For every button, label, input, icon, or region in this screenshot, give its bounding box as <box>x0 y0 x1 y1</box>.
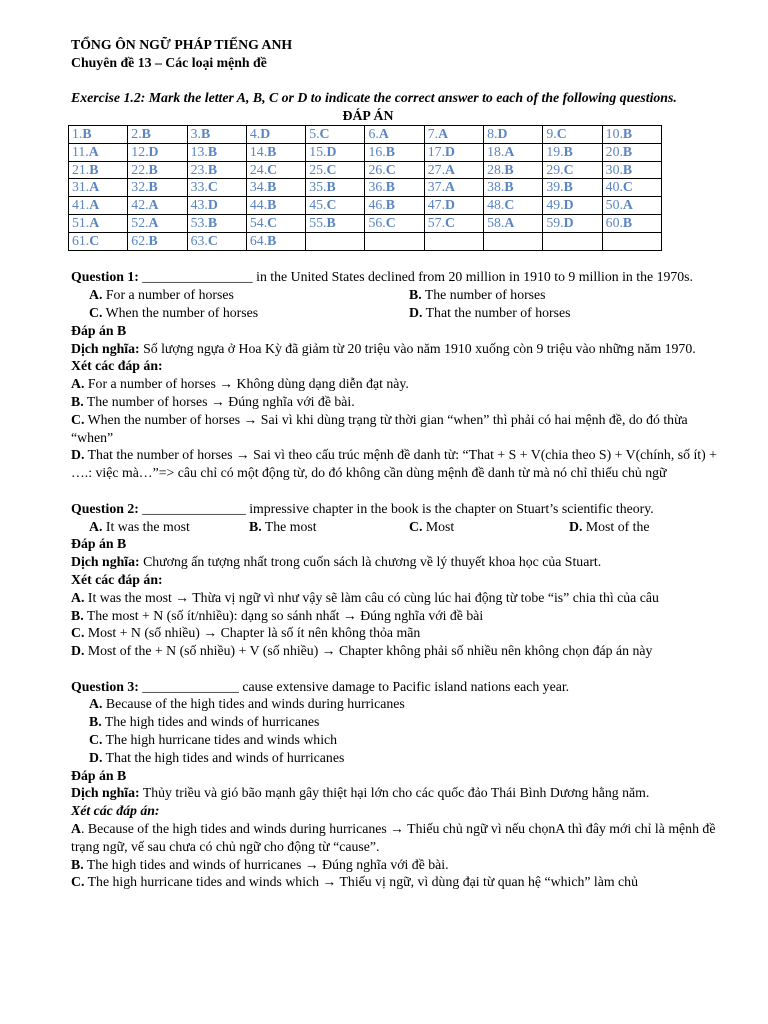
answer-number: 53. <box>190 214 208 230</box>
option-d: D. That the number of horses <box>409 304 571 320</box>
answer-number: 35. <box>309 179 327 195</box>
translation: Dịch nghĩa: Thủy triều và gió bão mạnh gây thiệt hại lớn cho các quốc đảo Thái Bình Dương hằng năm. <box>71 785 650 801</box>
answer-letter: A <box>445 161 455 177</box>
answer-key-cell <box>602 125 661 143</box>
answer-letter: D <box>445 143 455 159</box>
answer-letter: C <box>385 161 396 177</box>
answer-key-cell <box>602 232 661 250</box>
answer-key-title: ĐÁP ÁN <box>342 108 394 124</box>
option-c: C. When the number of horses <box>89 304 259 320</box>
answer-key-cell <box>69 125 128 143</box>
answer-key-cell <box>306 214 365 232</box>
answer-key-cell <box>484 214 543 232</box>
answer-key-cell <box>128 179 187 197</box>
answer-number: 48. <box>487 197 505 213</box>
answer-letter: C <box>563 161 574 177</box>
answer-key-cell <box>128 161 187 179</box>
answer-key-cell <box>69 161 128 179</box>
answer-letter: C <box>556 125 567 141</box>
answer-letter: A <box>89 197 100 213</box>
option-b: B. The most <box>249 518 317 534</box>
answer-letter: A <box>148 197 159 213</box>
answer-number: 46. <box>368 197 386 213</box>
answer-letter: C <box>267 161 278 177</box>
answer-letter: C <box>504 197 515 213</box>
answer-key-cell <box>246 214 305 232</box>
answer-key-cell <box>246 143 305 161</box>
answer-number: 54. <box>249 214 268 230</box>
answer-number: 22. <box>131 161 149 177</box>
option-d: D. That the high tides and winds of hurricanes <box>89 749 345 765</box>
question-text: _______________ impressive chapter in the book is the chapter on Stuart’s scientific theory. <box>138 500 654 516</box>
answer-key-row <box>69 214 662 232</box>
answer-key-cell <box>543 125 602 143</box>
answer-number: 14. <box>249 143 268 159</box>
answer-number: 26. <box>368 161 386 177</box>
document-subtitle: Chuyên đề 13 – Các loại mệnh đề <box>71 54 267 70</box>
answer-number: 31. <box>72 179 90 195</box>
answer-number: 6. <box>368 125 379 141</box>
answer-key-cell <box>484 161 543 179</box>
answer-number: 50. <box>605 197 623 213</box>
answer-letter: B <box>267 179 277 195</box>
answer-key-cell <box>365 143 424 161</box>
review-c: C. Most + N (số nhiều) → Chapter là số ít nên không thỏa mãn <box>71 625 421 641</box>
answer-key-cell <box>365 214 424 232</box>
answer-key-row <box>69 143 662 161</box>
answer-number: 49. <box>546 197 564 213</box>
answer-number: 24. <box>249 161 268 177</box>
review-heading: Xét các đáp án: <box>71 571 163 587</box>
answer-key-cell <box>484 197 543 215</box>
answer-letter: D <box>497 125 508 141</box>
answer-letter: B <box>385 197 395 213</box>
option-b: B. The number of horses <box>409 287 546 303</box>
answer-key-cell <box>69 143 128 161</box>
answer-key-cell <box>543 179 602 197</box>
option-c: C. The high hurricane tides and winds which <box>89 732 338 748</box>
answer-number: 28. <box>487 161 505 177</box>
answer-key-cell <box>187 161 246 179</box>
answer-number: 12. <box>131 143 149 159</box>
answer-key-row <box>69 179 662 197</box>
answer-key-cell <box>424 125 483 143</box>
answer-letter: D <box>326 143 337 159</box>
option-a: A. For a number of horses <box>89 287 234 303</box>
answer-key-cell <box>365 179 424 197</box>
question-label: Question 2: <box>71 500 139 516</box>
answer-key-cell <box>602 161 661 179</box>
answer-letter: A <box>445 179 455 195</box>
answer-letter: B <box>200 125 211 141</box>
answer-key-cell <box>484 179 543 197</box>
answer-number: 63. <box>190 232 208 248</box>
answer-letter: B <box>82 125 92 141</box>
answer-number: 25. <box>309 161 327 177</box>
answer-number: 16. <box>368 143 386 159</box>
answer-letter: C <box>319 125 330 141</box>
option-c: C. Most <box>409 518 455 534</box>
answer-letter: C <box>622 179 633 195</box>
answer-letter: C <box>89 232 100 248</box>
answer-letter: C <box>267 214 278 230</box>
answer-number: 59. <box>546 214 564 230</box>
answer-letter: B <box>267 232 277 248</box>
review-c: C. The high hurricane tides and winds which → Thiếu vị ngữ, vì dùng đại từ quan hệ “which” làm chủ <box>71 874 638 890</box>
answer-number: 57. <box>427 214 446 230</box>
answer-letter: D <box>207 197 218 213</box>
answer-number: 61. <box>72 232 90 248</box>
question-2 <box>71 500 721 660</box>
option-d: D. Most of the <box>569 518 650 534</box>
answer-letter: B <box>622 143 633 159</box>
answer-number: 43. <box>190 197 208 213</box>
answer-key-cell <box>128 214 187 232</box>
answer-letter: C <box>326 197 337 213</box>
answer-number: 9. <box>546 125 557 141</box>
option-b: B. The high tides and winds of hurricanes <box>89 714 320 730</box>
review-b: B. The high tides and winds of hurricanes → Đúng nghĩa với đề bài. <box>71 856 449 872</box>
answer-key-cell <box>246 197 305 215</box>
answer-number: 23. <box>190 161 208 177</box>
answer-key-cell <box>187 214 246 232</box>
question-stem <box>71 268 721 286</box>
answer-key-cell <box>365 125 424 143</box>
answer-letter: B <box>563 179 573 195</box>
answer-key-cell <box>187 179 246 197</box>
answer-key-cell <box>128 125 187 143</box>
answer-key-cell <box>306 179 365 197</box>
answer-number: 11. <box>72 143 89 159</box>
answer-key-cell <box>246 125 305 143</box>
question-3 <box>71 678 721 892</box>
review-b: B. The number of horses → Đúng nghĩa với đề bài. <box>71 393 355 409</box>
answer-key-table <box>68 125 662 251</box>
review-d: D. Most of the + N (số nhiều) + V (số nhiều) → Chapter không phải số nhiều nên không chọn đáp án này <box>71 643 653 659</box>
answer-number: 33. <box>190 179 208 195</box>
review-a: A. Because of the high tides and winds during hurricanes → Thiếu chủ ngữ vì nếu chọnA thì đây mới chỉ là mệnh đề trạng ngữ, vế sau chưa có chủ ngữ cho động từ “cause”. <box>71 821 716 854</box>
answer-key-cell <box>246 232 305 250</box>
answer-letter: B <box>622 161 633 177</box>
answer-number: 10. <box>605 125 623 141</box>
review-heading: Xét các đáp án: <box>71 358 163 374</box>
answer-letter: A <box>378 125 389 141</box>
answer-letter: C <box>207 179 218 195</box>
answer-key-cell <box>365 197 424 215</box>
answer-number: 62. <box>131 232 149 248</box>
answer-key-cell <box>424 214 483 232</box>
answer-key-cell <box>306 125 365 143</box>
answer-key-cell <box>424 232 483 250</box>
answer-number: 45. <box>309 197 327 213</box>
answer-number: 5. <box>309 125 320 141</box>
answer-number: 18. <box>487 143 505 159</box>
answer-letter: B <box>148 161 158 177</box>
answer-number: 37. <box>427 179 446 195</box>
answer-number: 20. <box>605 143 623 159</box>
answer-letter: A <box>88 143 99 159</box>
answer-key-cell <box>128 143 187 161</box>
answer-key-cell <box>306 232 365 250</box>
answer-number: 17. <box>427 143 446 159</box>
document-title: TỔNG ÔN NGỮ PHÁP TIẾNG ANH <box>71 37 293 52</box>
option-a: A. Because of the high tides and winds during hurricanes <box>89 696 405 712</box>
document-page <box>71 36 721 891</box>
answer-line: Đáp án B <box>71 322 127 338</box>
answer-letter: D <box>260 125 271 141</box>
answer-letter: D <box>563 214 574 230</box>
answer-letter: C <box>445 214 455 230</box>
answer-letter: A <box>89 214 100 230</box>
answer-number: 38. <box>487 179 505 195</box>
answer-number: 13. <box>190 143 208 159</box>
answer-letter: B <box>207 214 218 230</box>
answer-letter: B <box>385 143 395 159</box>
answer-key-cell <box>69 179 128 197</box>
question-label: Question 3: <box>71 678 139 694</box>
answer-key-cell <box>187 143 246 161</box>
answer-number: 47. <box>427 197 446 213</box>
answer-key-cell <box>187 125 246 143</box>
answer-number: 44. <box>249 197 268 213</box>
question-stem <box>71 500 721 518</box>
question-label: Question 1: <box>71 269 139 285</box>
answer-number: 42. <box>131 197 149 213</box>
answer-letter: B <box>148 179 158 195</box>
answer-letter: C <box>385 214 396 230</box>
answer-key-cell <box>365 161 424 179</box>
answer-letter: D <box>148 143 159 159</box>
answer-key-cell <box>128 232 187 250</box>
option-a: A. It was the most <box>89 518 190 534</box>
answer-letter: A <box>504 143 515 159</box>
exercise-instruction <box>71 89 721 107</box>
answer-number: 56. <box>368 214 386 230</box>
answer-letter: A <box>438 125 449 141</box>
answer-key-cell <box>306 197 365 215</box>
answer-key-cell <box>543 143 602 161</box>
answer-number: 52. <box>131 214 149 230</box>
answer-letter: B <box>622 214 633 230</box>
answer-key-cell <box>484 125 543 143</box>
answer-key-cell <box>543 214 602 232</box>
answer-number: 1. <box>72 125 83 141</box>
answer-letter: B <box>326 179 336 195</box>
answer-key-cell <box>543 161 602 179</box>
answer-number: 64. <box>249 232 268 248</box>
answer-key-cell <box>69 197 128 215</box>
answer-letter: B <box>622 125 633 141</box>
answer-number: 2. <box>131 125 142 141</box>
answer-letter: A <box>89 179 100 195</box>
answer-key-cell <box>69 232 128 250</box>
answer-key-cell <box>602 179 661 197</box>
question-1 <box>71 268 721 482</box>
answer-letter: B <box>267 143 277 159</box>
answer-letter: B <box>89 161 99 177</box>
answer-key-cell <box>246 179 305 197</box>
answer-key-row <box>69 232 662 250</box>
answer-number: 60. <box>605 214 623 230</box>
answer-letter: C <box>326 161 337 177</box>
review-d: D. That the number of horses → Sai vì theo cấu trúc mệnh đề danh từ: “That + S + V(chia theo S) + V(chính, số ít) + ….: việc mà…”=> câu chỉ có một động từ, do đó không cần dùng mệnh đề danh từ mà nó chỉ thiếu chủ ngữ <box>71 447 717 481</box>
answer-number: 15. <box>309 143 327 159</box>
answer-key-cell <box>306 161 365 179</box>
answer-key-cell <box>543 232 602 250</box>
answer-number: 34. <box>249 179 268 195</box>
answer-key-cell <box>365 232 424 250</box>
answer-number: 55. <box>309 214 327 230</box>
answer-letter: B <box>563 143 573 159</box>
answer-key-cell <box>424 197 483 215</box>
answer-number: 4. <box>249 125 261 141</box>
answer-number: 36. <box>368 179 386 195</box>
answer-number: 19. <box>546 143 564 159</box>
answer-letter: D <box>445 197 455 213</box>
question-text: ______________ cause extensive damage to Pacific island nations each year. <box>138 678 570 694</box>
answer-key-cell <box>187 232 246 250</box>
answer-letter: D <box>563 197 574 213</box>
answer-key-row <box>69 197 662 215</box>
answer-key-cell <box>424 143 483 161</box>
answer-letter: C <box>207 232 218 248</box>
answer-number: 21. <box>72 161 90 177</box>
answer-key-cell <box>69 214 128 232</box>
answer-letter: B <box>504 161 514 177</box>
answer-key-cell <box>602 143 661 161</box>
answer-key-cell <box>484 143 543 161</box>
answer-letter: A <box>148 214 159 230</box>
answer-number: 40. <box>605 179 623 195</box>
answer-letter: B <box>207 143 218 159</box>
answer-key-row <box>69 125 662 143</box>
answer-key-cell <box>306 143 365 161</box>
answer-number: 30. <box>605 161 623 177</box>
answer-letter: B <box>148 232 158 248</box>
answer-line: Đáp án B <box>71 767 127 783</box>
answer-number: 32. <box>131 179 149 195</box>
answer-key-cell <box>187 197 246 215</box>
answer-number: 51. <box>72 214 90 230</box>
exercise-label: Exercise 1.2 <box>71 90 141 106</box>
exercise-instruction-text: : Mark the letter A, B, C or D to indicate the correct answer to each of the following questions. <box>140 90 677 106</box>
answer-letter: A <box>622 197 633 213</box>
answer-key-cell <box>484 232 543 250</box>
answer-letter: B <box>267 197 277 213</box>
answer-number: 7. <box>427 125 439 141</box>
answer-number: 8. <box>487 125 498 141</box>
answer-key-cell <box>602 197 661 215</box>
answer-line: Đáp án B <box>71 536 127 552</box>
review-b: B. The most + N (số ít/nhiều): dạng so sánh nhất → Đúng nghĩa với đề bài <box>71 607 484 623</box>
answer-letter: B <box>504 179 514 195</box>
answer-key-cell <box>128 197 187 215</box>
answer-letter: B <box>207 161 218 177</box>
answer-key-cell <box>424 179 483 197</box>
review-c: C. When the number of horses → Sai vì khi dùng trạng từ thời gian “when” thì phải có hai mệnh đề, do đó thừa “when” <box>71 411 688 445</box>
answer-number: 3. <box>190 125 201 141</box>
answer-letter: B <box>326 214 336 230</box>
answer-key-cell <box>543 197 602 215</box>
question-text: ________________ in the United States declined from 20 million in 1910 to 9 million in the 1970s. <box>138 269 693 285</box>
review-a: A. It was the most → Thừa vị ngữ vì như vậy sẽ làm câu có cùng lúc hai động từ tobe “is” chia thì của câu <box>71 589 659 605</box>
question-stem <box>71 678 721 696</box>
answer-key-row <box>69 161 662 179</box>
translation: Dịch nghĩa: Chương ấn tượng nhất trong cuốn sách là chương về lý thuyết khoa học của Stuart. <box>71 554 602 570</box>
answer-key-cell <box>602 214 661 232</box>
answer-number: 41. <box>72 197 90 213</box>
answer-number: 29. <box>546 161 564 177</box>
answer-key-cell <box>246 161 305 179</box>
answer-letter: A <box>504 214 515 230</box>
translation: Dịch nghĩa: Số lượng ngựa ở Hoa Kỳ đã giảm từ 20 triệu vào năm 1910 xuống còn 9 triệu vào những năm 1970. <box>71 340 696 356</box>
review-heading: Xét các đáp án: <box>71 803 160 819</box>
review-a: A. For a number of horses → Không dùng dạng diễn đạt này. <box>71 376 409 392</box>
answer-letter: B <box>385 179 395 195</box>
answer-number: 39. <box>546 179 564 195</box>
answer-letter: B <box>141 125 151 141</box>
answer-key-cell <box>424 161 483 179</box>
answer-number: 27. <box>427 161 446 177</box>
answer-number: 58. <box>487 214 505 230</box>
